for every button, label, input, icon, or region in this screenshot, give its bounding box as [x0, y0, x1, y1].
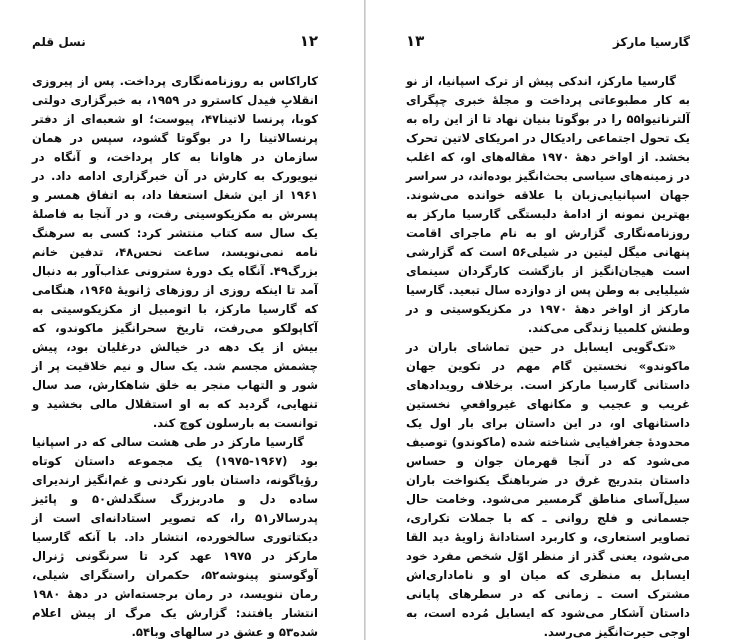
right-paragraph-1: گارسیا مارکز، اندکی پیش از ترک اسپانیا، از نو به کار مطبوعاتی پرداخت و مجلهٔ خبری چپگرای آلترناتیوا۵۵ را در بوگوتا بنیان نهاد تا از این راه به یک تحول اجتماعی رادیکال در امریکای لاتین تحرک بخشد. از اواخر دههٔ ۱۹۷۰ مقاله‌های او، که اغلب در زمینه‌های سیاسی بحث‌انگیز بوده‌اند، در سراسر جهان اسپانیایی‌زبان با علاقه خوانده می‌شوند. بهترین نمونه از ادامهٔ دلبستگی گارسیا مارکز به روزنامه‌نگاری گزارش او به نام ماجرای اقامت پنهانی میگل لیتین در شیلی۵۶ است که گزارشی است هیجان‌انگیز از بازگشت کارگردان سینمای شیلیایی به وطن پس از دوازده سال تبعید. گارسیا مارکز از اواخر دههٔ ۱۹۷۰ در مکزیکوسیتی و در وطنش کلمبیا زندگی می‌کند. [406, 74, 691, 335]
left-paragraph-2: گارسیا مارکز در طی هشت سالی که در اسپانیا بود (۱۹۶۷-۱۹۷۵) یک مجموعه داستان کوتاه رؤیاگونه، داستان باور نکردنی و غم‌انگیز ارندیرای ساده دل و مادربزرگ سنگدلش۵۰ و پائیز پدرسالار۵۱ را، که تصویر استادانه‌ای است از دیکتاتوری سالخورده، انتشار داد. با آنکه گارسیا مارکز در ۱۹۷۵ عهد کرد تا سرنگونی ژنرال آوگوستو پینوشه۵۲، حکمران راستگرای شیلی، رمان ننویسد، در رمان برجسته‌اش در دههٔ ۱۹۸۰ انتشار یافتند: گزارش یک مرگ از پیش اعلام شده۵۳ و عشق در سالهای وبا۵۴. [32, 435, 318, 639]
left-paragraph-1: کاراکاس به روزنامه‌نگاری پرداخت. پس از پیروزی انقلابِ فیدل کاسترو در ۱۹۵۹، به خبرگزاری دولتی کوبا، پرنسا لاتینا۴۷، پیوست؛ او شعبه‌ای از دفتر پرنسالاتینا را در بوگوتا گشود، سپس در همان سازمان در هاوانا به کار پرداخت، و آنگاه در نیویورک به کارش در آن خبرگزاری ادامه داد. در ۱۹۶۱ از این شغل استعفا داد، به اتفاق همسر و پسرش به مکزیکوسیتی رفت، و در آنجا به فاصلهٔ یک سال سه کتاب منتشر کرد: کسی به سرهنگ نامه نمی‌نویسد، ساعت نحس۴۸، تدفین خانم بزرگ۴۹. آنگاه یک دورهٔ سترونی عذاب‌آور به دنبال آمد تا اینکه روزی از روزهای ژانویهٔ ۱۹۶۵، هنگامی که گارسیا مارکز، با اتومبیل از مکزیکوسیتی به آکاپولکو می‌رفت، تاریخ سحرانگیز ماکوندو، که بیش از یک دهه در خیالش درغلیان بود، پیش چشمش مجسم شد. یک سال و نیم خلاقیت پر از شور و التهاب منجر به خلق شاهکارش، صد سال تنهایی، گردید که به او استقلال مالی بخشید و توانست به بارسلون کوچ کند. [32, 74, 319, 430]
left-page [0, 0, 364, 640]
right-body [406, 72, 690, 642]
left-running-title: نسل قلم [32, 35, 86, 49]
left-page-number: ۱۲ [299, 32, 318, 50]
left-body [32, 72, 318, 642]
left-running-head [32, 32, 318, 54]
right-page-number: ۱۳ [406, 32, 425, 50]
right-paragraph-2: «تک‌گویی ایسابل در حین تماشای باران در ماکوندو» نخستین گام مهم در تکوین جهان داستانی گارسیا مارکز است. برخلاف رویدادهای غریب و عجیب و مکانهای غیرواقعیِ نخستین داستانهای او، در این داستان برای بار اول یک محدودهٔ جغرافیایی شناخته شده (ماکوندو) توصیف می‌شود که در آنجا قهرمان جوان و حساس داستان بتدریج غرق در ضرباهنگ یکنواخت باران سیل‌آسای مناطق گرمسیر می‌شود. وخامت حال جسمانی و فلج روانی ـ که با جملات تکراری، تصاویر استعاری، و کاربرد استادانهٔ زاویهٔ دید القا می‌شود، یعنی گذر از منظر اوّل شخص مفرد خود ایسابل به منظری که میان او و ناماداری‌اش مشترک است ـ زمانی که در سطرهای پایانی داستان آشکار می‌شود که ایسابل مُرده است، به اوجی حیرت‌انگیز می‌رسد. [406, 340, 690, 639]
right-page [366, 0, 730, 640]
right-running-head [406, 32, 690, 54]
right-running-title: گارسیا مارکز [612, 35, 690, 49]
